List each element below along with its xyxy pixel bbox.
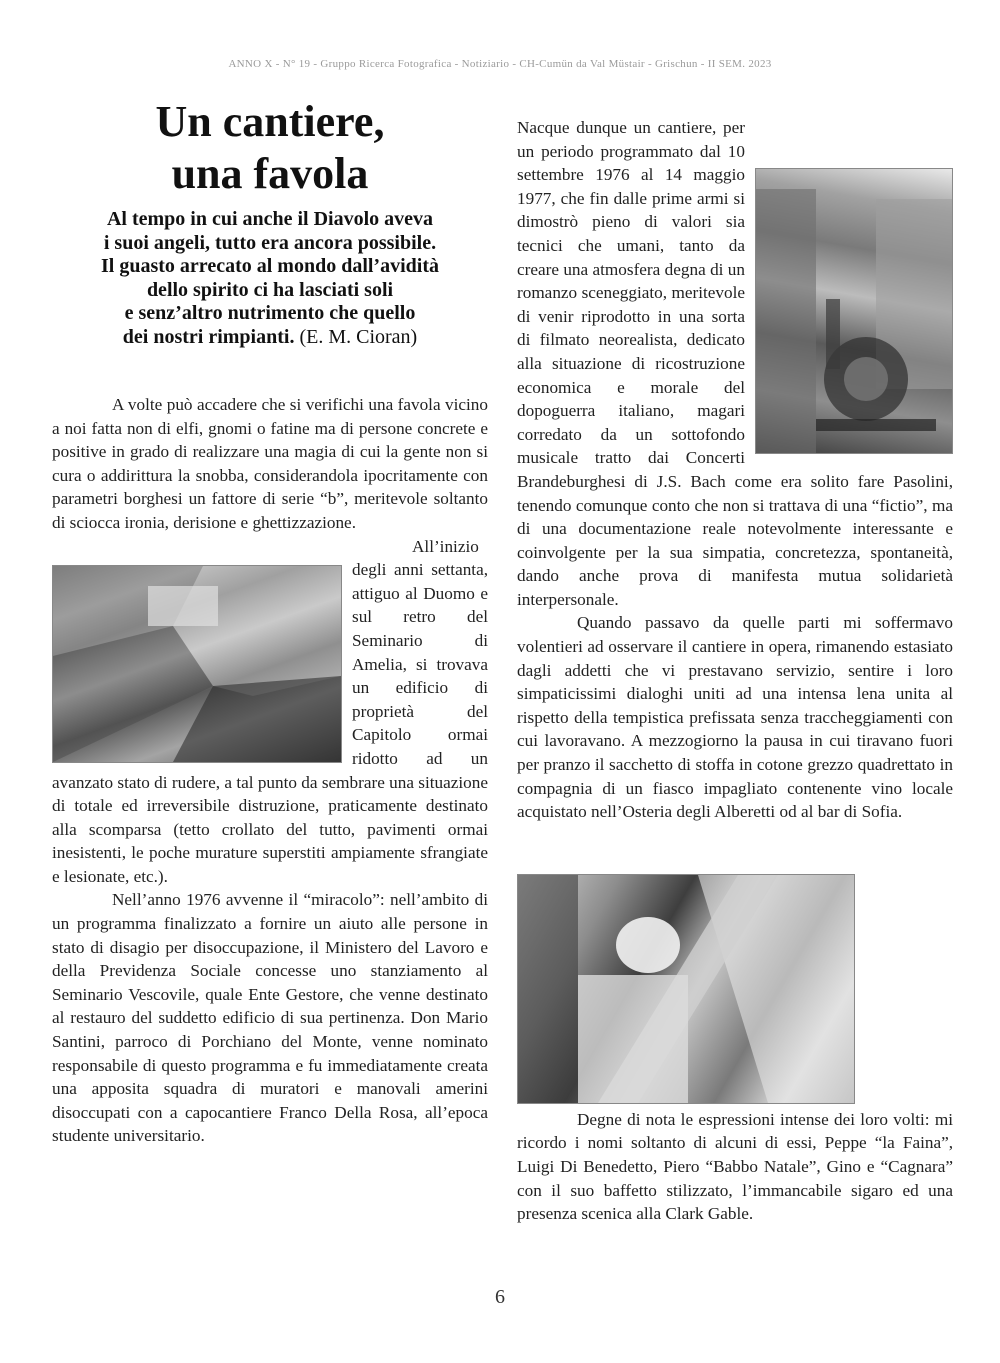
epigraph-line: Al tempo in cui anche il Diavolo aveva: [106, 208, 434, 230]
article-title: [52, 96, 488, 200]
right-column: [517, 116, 953, 1226]
epigraph-line: dello spirito ci ha lasciati soli: [146, 278, 394, 301]
title-line-1: Un cantiere,: [155, 97, 385, 146]
title-line-2: una favola: [171, 149, 369, 198]
epigraph-line: dei nostri rimpianti.: [122, 325, 295, 348]
running-header: ANNO X - N° 19 - Gruppo Ricerca Fotografica - Notiziario - CH-Cumün da Val Müstair - Grischun - II SEM. 2023: [228, 58, 772, 70]
epigraph-line: Il guasto arrecato al mondo dall’avidità: [101, 255, 439, 277]
worker-illustration: [518, 875, 854, 1103]
left-column: [52, 96, 488, 1148]
paragraph-2: All’inizio degli anni settanta, attiguo al Duomo e sul retro del Seminario di Amelia, si trovava un edificio di proprietà del Capitolo ormai ridotto ad un avanzato stato di rudere, a tal punto da sembrare una situazione di totale ed irreversibile distruzione, praticamente destinato alla scomparsa (tetto crollato del tutto, pavimenti ormai inesistenti, le poche murature superstiti ampiamente sfrangiate e lesionate, etc.).: [52, 536, 488, 886]
cement-mixer-photo: [755, 168, 953, 454]
paragraph-5: Quando passavo da quelle parti mi soffermavo volentieri ad osservare il cantiere in opera, rimanendo estasiato dagli addetti che vi prestavano servizio, sentire i loro simpaticissimi dialoghi uniti ad una intensa lena unita al rispetto della tempistica prefissata senza traccheggiamenti con cui lavoravano. A mezzogiorno la pausa in cui tiravano fuori per pranzo il sacchetto di stoffa in cotone grezzo quadrettato in compagnia di un fiasco impagliato contenente vino locale acquistato nell’Osteria degli Alberetti od al bar di Sofia.: [517, 613, 953, 822]
epigraph-line: e senz’altro nutrimento che quello: [124, 302, 416, 324]
cement-mixer-illustration: [756, 169, 952, 453]
paragraph-4: Nacque dunque un cantiere, per un periodo programmato dal 10 settembre 1976 al 14 maggio 1977, che fin dalle prime armi si dimostrò pieno di valori sia tecnici che umani, tanto da creare una atmosfera degna di un romanzo sceneggiato, meritevole di venir riprodotto in una sorta di filmato neorealista, dedicato alla situazione di ricostruzione economica e morale del dopoguerra italiano, magari corredato da un sottofondo musicale tratto dai Concerti Brandeburghesi di J.S. Bach come era solito fare Pasolini, tenendo comunque conto che non si trattava di una “fictio”, ma di una documentazione reale notevolmente interessante e coinvolgente per la sua simpatia, concretezza, spontaneità, dando anche prova di manifesta mutua solidarietà interpersonale.: [517, 118, 953, 609]
page-number: 6: [495, 1286, 505, 1308]
epigraph-last-line: [52, 326, 488, 350]
paragraph-3: Nell’anno 1976 avvenne il “miracolo”: nell’ambito di un programma finalizzato a fornire un aiuto alle persone in stato di disagio per disoccupazione, il Ministero del Lavoro e della Previdenza Sociale concesse uno stanziamento al Seminario Vescovile, quale Ente Gestore, che venne destinato al restauro del suddetto edificio di sua pertinenza. Don Mario Santini, parroco di Porchiano del Monte, venne nominato responsabile di questo programma e fu immediatamente creata una apposita squadra di muratori e manovali amerini disoccupati con a capocantiere Franco Della Rosa, all’epoca studente universitario.: [52, 890, 488, 1146]
ruined-building-photo: [52, 565, 342, 763]
epigraph: [52, 208, 488, 349]
worker-photo: [517, 874, 855, 1104]
ruined-building-illustration: [53, 566, 341, 762]
epigraph-author: (E. M. Cioran): [299, 325, 418, 348]
paragraph-1: A volte può accadere che si verifichi una favola vicino a noi fatta non di elfi, gnomi o fatine ma di persone concrete e positive in grado di realizzare una magia di cui la gente non si cura o addirittura la snobba, considerandola ipocritamente con parametri borghesi un fattore di serie “b”, meritevole soltanto di sciocca ironia, derisione e ghettizzazione.: [52, 395, 488, 532]
epigraph-line: i suoi angeli, tutto era ancora possibile.: [103, 231, 437, 254]
paragraph-6: Degne di nota le espressioni intense dei loro volti: mi ricordo i nomi soltanto di alcuni di essi, Peppe “la Faina”, Luigi Di Benedetto, Piero “Babbo Natale”, Gino e “Cagnara” con il suo baffetto stilizzato, l’immancabile sigaro ed una presenza scenica alla Clark Gable.: [517, 1109, 953, 1224]
